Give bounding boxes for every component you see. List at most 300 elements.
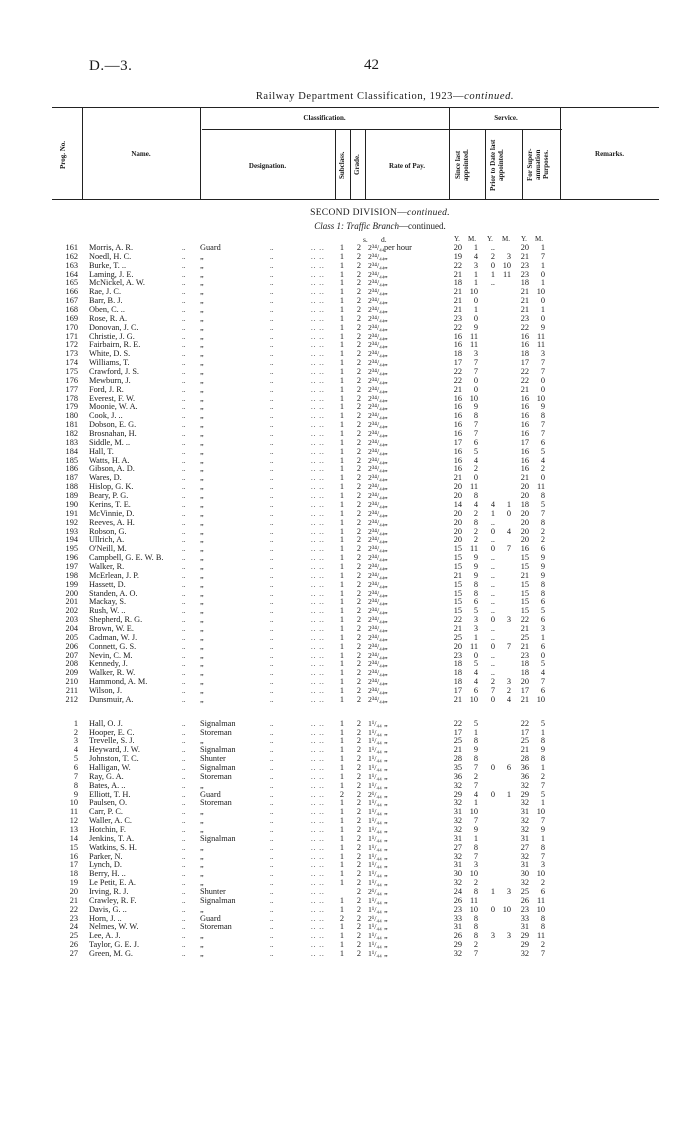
rate-of-pay: 2³⁴/₄₄ — [368, 305, 385, 315]
prog-no: 22 — [69, 904, 78, 914]
prog-no: 212 — [65, 694, 78, 704]
pay-unit: „ — [384, 922, 388, 932]
prog-no: 181 — [65, 420, 78, 430]
prog-no: 4 — [73, 745, 78, 755]
subclass: 1 — [339, 798, 345, 808]
header-service: Service. — [494, 114, 518, 122]
leader-dots: .. — [270, 660, 274, 669]
staff-name: Gibson, A. D. — [89, 464, 135, 474]
super-years: 31 — [520, 860, 529, 870]
grade: 2 — [356, 367, 362, 377]
leader-dots: .. — [182, 861, 186, 870]
grade: 2 — [356, 887, 362, 897]
prog-no: 1 — [73, 718, 78, 728]
rate-of-pay: 2³⁴/₄₄ — [368, 491, 385, 501]
subclass: 1 — [339, 949, 345, 959]
grade: 2 — [356, 615, 362, 625]
subclass: 1 — [339, 780, 345, 790]
prog-no: 178 — [65, 393, 78, 403]
prog-no: 182 — [65, 429, 78, 439]
grade: 2 — [356, 762, 362, 772]
grade: 2 — [356, 313, 362, 323]
prior-months: 3 — [506, 931, 511, 941]
leader-dots: .. — [270, 288, 274, 297]
staff-name: Watkins, S. H. — [89, 842, 137, 852]
staff-name: Ray, G. A. — [89, 771, 124, 781]
leader-dots: .. .. — [311, 932, 325, 941]
leader-dots: .. — [182, 808, 186, 817]
prog-no: 180 — [65, 411, 78, 421]
designation: „ — [200, 491, 204, 501]
pay-unit: per hour — [384, 243, 412, 252]
pay-unit: „ — [384, 455, 388, 465]
designation: „ — [200, 278, 204, 288]
pay-unit: „ — [384, 727, 388, 737]
leader-dots: .. .. — [311, 790, 325, 799]
rate-of-pay: 2³⁴/₄₄ — [368, 446, 385, 456]
super-years: 25 — [520, 632, 529, 642]
since-last-months: 10 — [469, 807, 478, 817]
designation: „ — [200, 340, 204, 350]
prior-months: 7 — [506, 641, 511, 651]
super-years: 16 — [520, 446, 529, 456]
prior-years: .. — [490, 668, 495, 678]
staff-name: Carr, P. C. — [89, 807, 124, 817]
since-last-months: 8 — [473, 579, 478, 589]
designation: „ — [200, 508, 204, 518]
grade: 2 — [356, 393, 362, 403]
rate-of-pay: 1¹/₄₄ — [368, 922, 382, 932]
leader-dots: .. — [182, 350, 186, 359]
super-years: 30 — [520, 869, 529, 879]
super-months: 1 — [540, 762, 545, 772]
rate-of-pay: 2³⁴/₄₄ — [368, 243, 385, 252]
subclass: 1 — [339, 482, 345, 492]
leader-dots: .. — [182, 763, 186, 772]
prog-no: 175 — [65, 367, 78, 377]
since-last-months: 3 — [473, 623, 478, 633]
prior-years: .. — [490, 623, 495, 633]
leader-dots: .. — [270, 896, 274, 905]
since-last-months: 5 — [473, 718, 478, 728]
prior-years: .. — [490, 561, 495, 571]
grade: 2 — [356, 561, 362, 571]
rate-of-pay: 2³⁴/₄₄ — [368, 668, 385, 678]
super-months: 1 — [540, 260, 545, 270]
leader-dots: .. — [270, 518, 274, 527]
super-months: 9 — [540, 553, 545, 563]
super-months: 2 — [540, 526, 545, 536]
pay-unit: „ — [384, 762, 388, 772]
prog-no: 172 — [65, 340, 78, 350]
leader-dots: .. — [270, 554, 274, 563]
subclass: 1 — [339, 685, 345, 695]
designation: „ — [200, 623, 204, 633]
prog-no: 196 — [65, 553, 78, 563]
leader-dots: .. — [182, 314, 186, 323]
super-years: 22 — [520, 718, 529, 728]
subclass: 1 — [339, 375, 345, 385]
since-last-months: 0 — [473, 384, 478, 394]
rate-of-pay: 2³⁴/₄₄ — [368, 561, 385, 571]
pay-unit: „ — [384, 322, 388, 332]
designation: „ — [200, 780, 204, 790]
prog-no: 185 — [65, 455, 78, 465]
since-last-years: 23 — [453, 904, 462, 914]
rate-of-pay: 1¹/₄₄ — [368, 833, 382, 843]
since-last-years: 14 — [453, 499, 462, 509]
pay-unit: „ — [384, 597, 388, 607]
leader-dots: .. .. — [311, 438, 325, 447]
rate-of-pay: 2³⁴/₄₄ — [368, 429, 385, 439]
since-last-months: 10 — [469, 869, 478, 879]
super-years: 29 — [520, 931, 529, 941]
designation: „ — [200, 650, 204, 660]
since-last-years: 16 — [453, 455, 462, 465]
staff-name: Kennedy, J. — [89, 659, 128, 669]
since-last-years: 32 — [453, 780, 462, 790]
pay-unit: „ — [384, 464, 388, 474]
designation: „ — [200, 420, 204, 430]
super-months: 10 — [536, 904, 545, 914]
super-months: 5 — [540, 789, 545, 799]
super-months: 1 — [540, 798, 545, 808]
since-last-months: 7 — [473, 429, 478, 439]
subclass: 1 — [339, 393, 345, 403]
super-years: 21 — [520, 570, 529, 580]
since-last-years: 16 — [453, 340, 462, 350]
leader-dots: .. — [182, 817, 186, 826]
since-last-months: 8 — [473, 736, 478, 746]
super-months: 7 — [540, 949, 545, 959]
rate-of-pay: 1¹/₄₄ — [368, 931, 382, 941]
grade: 2 — [356, 473, 362, 483]
subclass: 1 — [339, 349, 345, 359]
leader-dots: .. — [182, 323, 186, 332]
rate-of-pay: 2³⁴/₄₄ — [368, 251, 385, 261]
leader-dots: .. — [182, 852, 186, 861]
pay-unit: „ — [384, 949, 388, 959]
since-last-months: 5 — [473, 659, 478, 669]
rate-of-pay: 2³⁴/₄₄ — [368, 659, 385, 669]
staff-name: Moonie, W. A. — [89, 402, 138, 412]
subclass: 1 — [339, 384, 345, 394]
grade: 2 — [356, 278, 362, 288]
designation: „ — [200, 816, 204, 826]
pay-unit: „ — [384, 544, 388, 554]
since-last-years: 15 — [453, 588, 462, 598]
prior-months: 4 — [506, 694, 511, 704]
grade: 2 — [356, 535, 362, 545]
super-months: 8 — [540, 913, 545, 923]
since-last-months: 0 — [473, 650, 478, 660]
leader-dots: .. — [270, 492, 274, 501]
prog-no: 24 — [69, 922, 78, 932]
subclass: 1 — [339, 659, 345, 669]
designation: „ — [200, 384, 204, 394]
leader-dots: .. .. — [311, 826, 325, 834]
pay-unit: „ — [384, 771, 388, 781]
prior-years: .. — [490, 243, 495, 252]
designation: Guard — [200, 243, 221, 252]
prior-years: .. — [490, 588, 495, 598]
staff-name: Rush, W. .. — [89, 606, 126, 616]
since-last-months: 2 — [473, 526, 478, 536]
prog-no: 20 — [69, 887, 78, 897]
header-remarks: Remarks. — [595, 150, 624, 158]
leader-dots: .. .. — [311, 843, 325, 852]
leader-dots: .. .. — [311, 763, 325, 772]
leader-dots: .. .. — [311, 244, 325, 252]
designation: „ — [200, 842, 204, 852]
header-classification: Classification. — [303, 114, 346, 122]
pay-unit: „ — [384, 694, 388, 704]
leader-dots: .. — [182, 616, 186, 625]
leader-dots: .. .. — [311, 737, 325, 746]
super-years: 16 — [520, 544, 529, 554]
designation: „ — [200, 331, 204, 341]
super-months: 10 — [536, 393, 545, 403]
subclass: 1 — [339, 553, 345, 563]
leader-dots: .. .. — [311, 288, 325, 297]
leader-dots: .. — [182, 950, 186, 959]
since-last-years: 16 — [453, 420, 462, 430]
prior-years: 0 — [490, 789, 495, 799]
designation: Signalman — [200, 762, 236, 772]
rate-of-pay: 1¹/₄₄ — [368, 727, 382, 737]
prog-no: 189 — [65, 491, 78, 501]
since-last-years: 21 — [453, 305, 462, 315]
leader-dots: .. — [270, 244, 274, 252]
leader-dots: .. — [182, 244, 186, 252]
designation: Storeman — [200, 798, 232, 808]
subclass: 1 — [339, 922, 345, 932]
super-months: 1 — [540, 243, 545, 252]
staff-name: Walker, R. — [89, 561, 125, 571]
super-months: 5 — [540, 499, 545, 509]
super-years: 21 — [520, 694, 529, 704]
rate-of-pay: 2³⁴/₄₄ — [368, 367, 385, 377]
super-months: 6 — [540, 887, 545, 897]
super-years: 21 — [520, 641, 529, 651]
running-title — [0, 91, 700, 102]
leader-dots: .. — [182, 368, 186, 377]
prog-no: 6 — [73, 762, 78, 772]
rate-of-pay: 2³⁴/₄₄ — [368, 455, 385, 465]
leader-dots: .. — [182, 678, 186, 687]
designation: „ — [200, 904, 204, 914]
super-years: 32 — [520, 816, 529, 826]
subclass: 1 — [339, 402, 345, 412]
grade: 2 — [356, 597, 362, 607]
since-last-months: 7 — [473, 358, 478, 368]
since-last-months: 6 — [473, 437, 478, 447]
designation: „ — [200, 517, 204, 527]
designation: „ — [200, 402, 204, 412]
grade: 2 — [356, 727, 362, 737]
subclass: 1 — [339, 762, 345, 772]
leader-dots: .. — [182, 896, 186, 905]
leader-dots: .. — [270, 755, 274, 764]
since-last-years: 29 — [453, 940, 462, 950]
prog-no: 197 — [65, 561, 78, 571]
since-last-months: 7 — [473, 420, 478, 430]
since-last-years: 32 — [453, 949, 462, 959]
leader-dots: .. — [270, 332, 274, 341]
leader-dots: .. — [182, 923, 186, 932]
leader-dots: .. — [182, 412, 186, 421]
staff-name: Johnston, T. C. — [89, 754, 139, 764]
leader-dots: .. — [182, 914, 186, 923]
staff-name: Mewburn, J. — [89, 375, 131, 385]
prog-no: 169 — [65, 313, 78, 323]
prior-years: .. — [490, 659, 495, 669]
super-years: 16 — [520, 340, 529, 350]
designation: „ — [200, 606, 204, 616]
leader-dots: .. — [270, 270, 274, 279]
since-last-years: 17 — [453, 437, 462, 447]
grade: 2 — [356, 455, 362, 465]
designation: Guard — [200, 913, 221, 923]
super-months: 10 — [536, 287, 545, 297]
rate-of-pay: 2³⁴/₄₄ — [368, 623, 385, 633]
super-years: 31 — [520, 922, 529, 932]
subclass: 1 — [339, 851, 345, 861]
since-last-months: 8 — [473, 588, 478, 598]
designation: „ — [200, 869, 204, 879]
since-last-months: 3 — [473, 349, 478, 359]
since-last-months: 2 — [473, 771, 478, 781]
designation: „ — [200, 659, 204, 669]
leader-dots: .. — [270, 808, 274, 817]
since-last-years: 22 — [453, 718, 462, 728]
since-last-months: 8 — [473, 491, 478, 501]
leader-dots: .. — [270, 252, 274, 261]
leader-dots: .. — [270, 905, 274, 914]
super-months: 7 — [540, 429, 545, 439]
since-last-years: 33 — [453, 913, 462, 923]
leader-dots: .. — [270, 314, 274, 323]
grade: 2 — [356, 340, 362, 350]
prior-years: .. — [490, 535, 495, 545]
leader-dots: .. .. — [311, 607, 325, 616]
subclass: 1 — [339, 745, 345, 755]
rate-of-pay: 2³⁴/₄₄ — [368, 677, 385, 687]
leader-dots: .. — [182, 571, 186, 580]
since-last-months: 1 — [473, 243, 478, 252]
leader-dots: .. — [270, 350, 274, 359]
leader-dots: .. .. — [311, 447, 325, 456]
super-years: 18 — [520, 278, 529, 288]
subclass: 1 — [339, 833, 345, 843]
subclass: 1 — [339, 499, 345, 509]
leader-dots: .. .. — [311, 536, 325, 545]
grade: 2 — [356, 553, 362, 563]
leader-dots: .. — [270, 870, 274, 879]
prior-months: 11 — [503, 269, 511, 279]
header-since-last: Since last appointed. — [454, 149, 470, 181]
grade: 2 — [356, 816, 362, 826]
leader-dots: .. — [182, 772, 186, 781]
prior-years: 1 — [490, 508, 495, 518]
prog-no: 179 — [65, 402, 78, 412]
pay-unit: „ — [384, 579, 388, 589]
since-last-months: 7 — [473, 949, 478, 959]
rate-of-pay: 2³⁴/₄₄ — [368, 517, 385, 527]
since-last-years: 20 — [453, 526, 462, 536]
rate-of-pay: 2³⁴/₄₄ — [368, 526, 385, 536]
leader-dots: .. — [270, 651, 274, 660]
since-last-years: 25 — [453, 632, 462, 642]
staff-name: Irving, R. J. — [89, 887, 129, 897]
super-months: 0 — [540, 313, 545, 323]
pay-unit: „ — [384, 887, 388, 897]
subclass: 1 — [339, 597, 345, 607]
since-last-months: 0 — [473, 375, 478, 385]
super-months: 0 — [540, 384, 545, 394]
since-last-years: 21 — [453, 269, 462, 279]
rate-of-pay: 2³⁴/₄₄ — [368, 340, 385, 350]
super-months: 0 — [540, 296, 545, 306]
since-last-years: 15 — [453, 606, 462, 616]
rate-of-pay: 2¹/₄₄ — [368, 887, 382, 897]
prog-no: 27 — [69, 949, 78, 959]
super-months: 9 — [540, 570, 545, 580]
leader-dots: .. — [270, 737, 274, 746]
rate-of-pay: 2³⁴/₄₄ — [368, 260, 385, 270]
since-last-months: 9 — [473, 745, 478, 755]
leader-dots: .. — [182, 669, 186, 678]
pay-unit: „ — [384, 251, 388, 261]
grade: 2 — [356, 940, 362, 950]
leader-dots: .. — [182, 456, 186, 465]
prior-years: 0 — [490, 526, 495, 536]
since-last-years: 23 — [453, 313, 462, 323]
grade: 2 — [356, 384, 362, 394]
super-years: 18 — [520, 668, 529, 678]
staff-name: Waller, A. C. — [89, 816, 133, 826]
pay-unit: „ — [384, 570, 388, 580]
prog-no: 5 — [73, 754, 78, 764]
pay-unit: „ — [384, 632, 388, 642]
designation: „ — [200, 313, 204, 323]
designation: „ — [200, 393, 204, 403]
pay-unit: „ — [384, 393, 388, 403]
rate-of-pay: 2³⁴/₄₄ — [368, 322, 385, 332]
designation: „ — [200, 526, 204, 536]
super-years: 21 — [520, 623, 529, 633]
pay-unit: „ — [384, 526, 388, 536]
super-years: 36 — [520, 762, 529, 772]
since-last-years: 21 — [453, 473, 462, 483]
prog-no: 190 — [65, 499, 78, 509]
grade: 2 — [356, 685, 362, 695]
staff-name: Dunsmuir, A. — [89, 694, 134, 704]
designation: „ — [200, 825, 204, 834]
pay-unit: „ — [384, 754, 388, 764]
subclass: 1 — [339, 243, 345, 252]
since-last-months: 11 — [470, 544, 478, 554]
prog-no: 18 — [69, 869, 78, 879]
since-last-months: 3 — [473, 615, 478, 625]
leader-dots: .. — [182, 607, 186, 616]
prog-no: 163 — [65, 260, 78, 270]
subclass: 2 — [339, 789, 345, 799]
since-last-years: 21 — [453, 694, 462, 704]
grade: 2 — [356, 429, 362, 439]
leader-dots: .. — [270, 359, 274, 368]
staff-name: Bates, A. .. — [89, 780, 126, 790]
